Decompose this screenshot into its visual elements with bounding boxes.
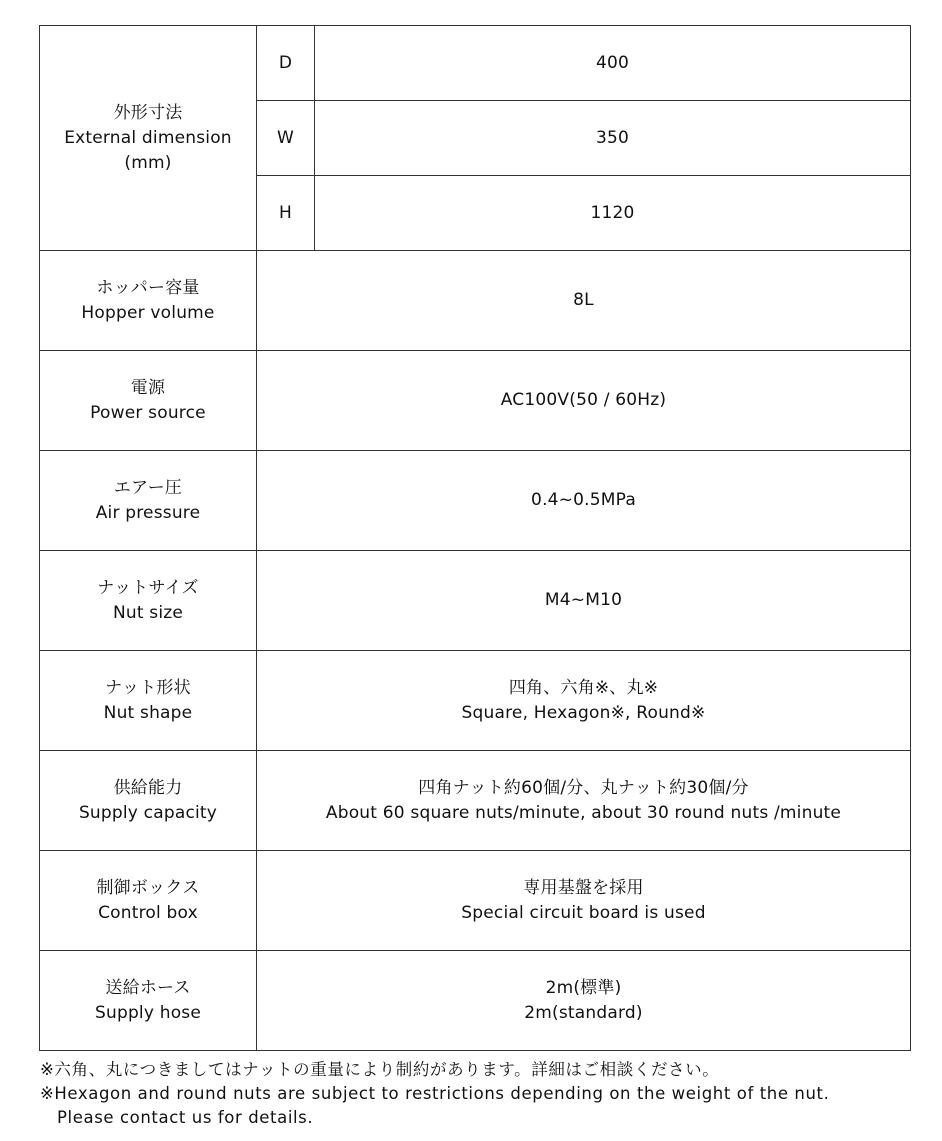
dimension-value: 1120 [315,176,911,251]
spec-value-cell [257,751,911,851]
value-line: AC100V(50 / 60Hz) [500,390,667,410]
table-row [40,951,911,1051]
label-en: Control box [98,902,198,923]
spec-label-cell [40,951,257,1051]
label-ja: ホッパー容量 [96,277,200,298]
table-row [40,26,911,101]
label-en: Supply capacity [78,802,218,823]
spec-value-cell [257,351,911,451]
dimension-axis: D [257,26,315,101]
spec-value-cell [257,951,911,1051]
label-en: Supply hose [94,1002,202,1023]
label-en: External dimension [64,127,232,148]
footnotes [40,1058,920,1130]
table-row [40,451,911,551]
value-line: M4~M10 [544,590,623,610]
value-line: 2m(standard) [524,1002,643,1023]
value-line: 四角、六角※、丸※ [508,677,659,698]
table-row [40,751,911,851]
spec-label-cell [40,751,257,851]
value-line: 四角ナット約60個/分、丸ナット約30個/分 [418,777,749,798]
spec-label-cell [40,651,257,751]
value-line: 専用基盤を採用 [523,877,644,898]
value-line: Square, Hexagon※, Round※ [461,702,706,723]
spec-label-cell [40,451,257,551]
label-en: Air pressure [95,502,201,523]
spec-label-cell [40,851,257,951]
value-line: 0.4~0.5MPa [531,490,636,510]
value-line: About 60 square nuts/minute, about 30 round nuts /minute [325,802,842,823]
spec-label-cell [40,251,257,351]
dimension-label-cell [40,26,257,251]
table-row [40,851,911,951]
spec-label-cell [40,551,257,651]
label-ja: 送給ホース [105,977,191,998]
table-row [40,251,911,351]
table-row [40,651,911,751]
label-en: Power source [90,402,206,423]
label-ja: エアー圧 [113,477,183,498]
label-ja: 外形寸法 [113,102,183,123]
spec-value-cell [257,451,911,551]
label-ja: ナット形状 [105,677,191,698]
label-en: Nut size [112,602,184,623]
label-ja: ナットサイズ [97,577,199,598]
label-ja: 電源 [130,377,166,398]
label-unit: (mm) [124,152,172,173]
spec-value-cell [257,851,911,951]
spec-value-cell [257,251,911,351]
spec-label-cell [40,351,257,451]
spec-value-cell [257,551,911,651]
table-row [40,551,911,651]
label-ja: 供給能力 [113,777,183,798]
footnote-en: ※Hexagon and round nuts are subject to restrictions depending on the weight of the nut. [40,1084,830,1103]
dimension-value: 350 [315,101,911,176]
label-en: Hopper volume [81,302,215,323]
table-row [40,351,911,451]
spec-table [39,25,911,1051]
footnote-ja: ※六角、丸につきましてはナットの重量により制約があります。詳細はご相談ください。 [40,1060,720,1079]
value-line: 8L [573,290,594,310]
value-line: 2m(標準) [545,977,622,998]
dimension-value: 400 [315,26,911,101]
spec-value-cell [257,651,911,751]
value-line: Special circuit board is used [461,902,706,923]
dimension-axis: W [257,101,315,176]
dimension-axis: H [257,176,315,251]
label-ja: 制御ボックス [96,877,200,898]
footnote-en-contact: Please contact us for details. [57,1108,314,1127]
label-en: Nut shape [103,702,193,723]
